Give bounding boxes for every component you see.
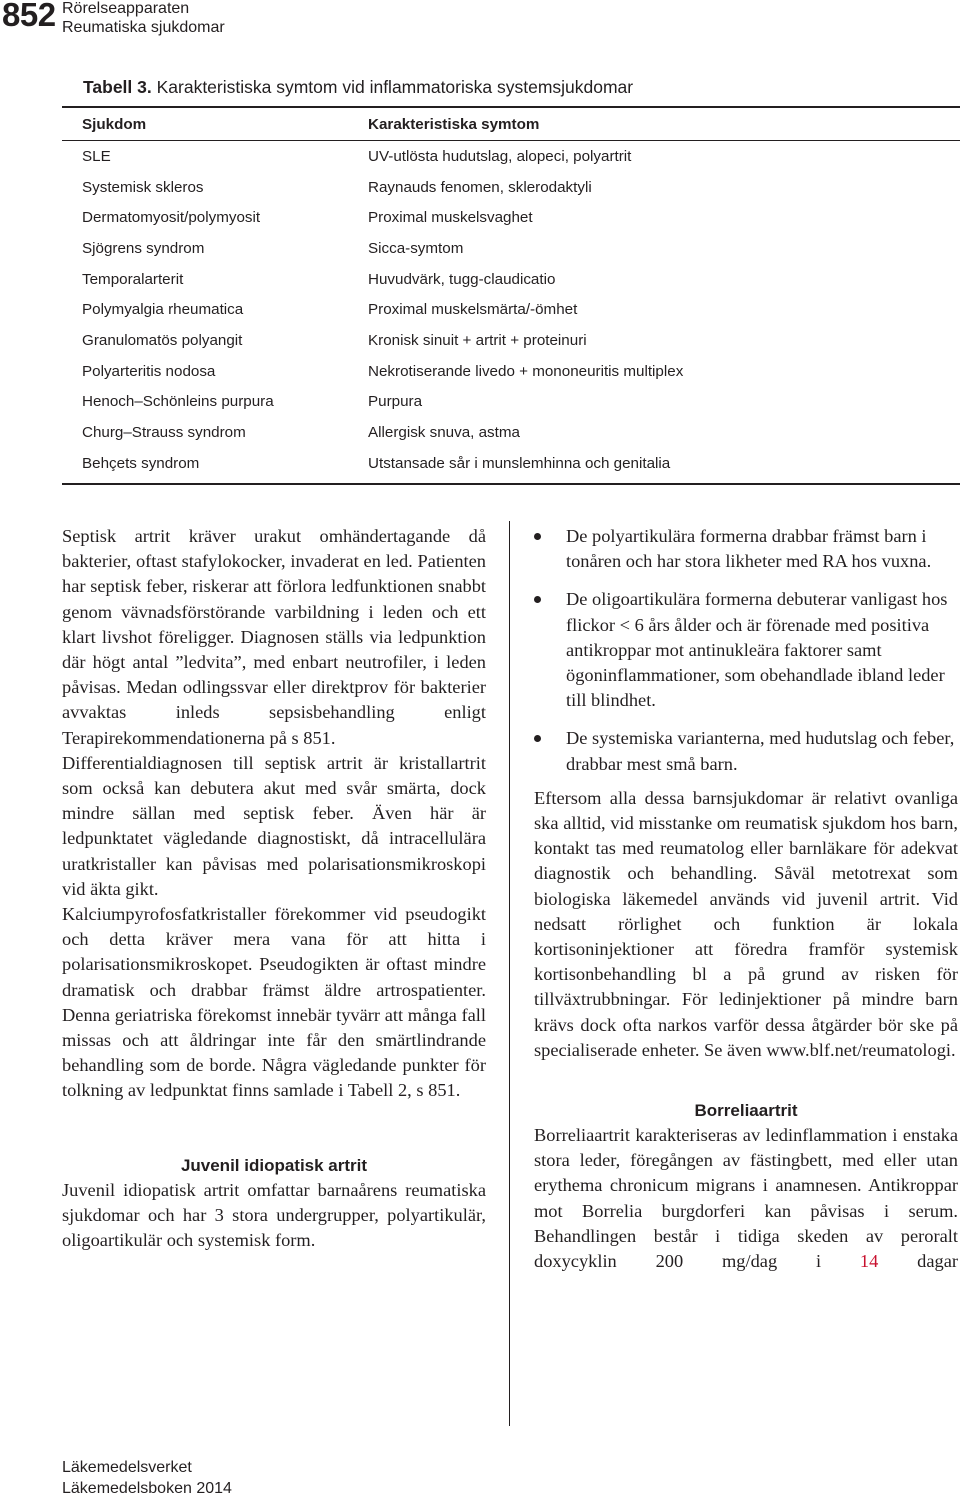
section-title: Reumatiska sjukdomar xyxy=(62,19,225,36)
borrelia-text: Borreliaartrit karakteriseras av ledinflammation i enstaka stora leder, föregången av fästingbett, med eller utan erythema chronicum migrans i anamnesen. Antikroppar mot Borrelia burgdorferi kan påvisas i serum. Behandlingen består i tidiga skeden av peroralt doxycyklin 200 mg/dag i xyxy=(534,1125,958,1272)
table-row xyxy=(62,387,960,418)
subgroup-bullet-list xyxy=(534,524,958,777)
symptom-cell: Nekrotiserande livedo + mononeuritis multiplex xyxy=(368,362,684,380)
page-number: 852 xyxy=(2,0,56,33)
table-row xyxy=(62,264,960,295)
disease-cell: Systemisk skleros xyxy=(82,178,204,196)
table-caption xyxy=(83,76,960,106)
disease-cell: Henoch–Schönleins purpura xyxy=(82,393,274,411)
symptom-cell: UV-utlösta hudutslag, alopeci, polyartrit xyxy=(368,147,632,165)
disease-cell: Polyarteritis nodosa xyxy=(82,362,216,380)
paragraph-pseudogout: Kalciumpyrofosfatkristaller förekommer vid pseudogikt och detta kräver mera vana för att hitta i polarisationsmikroskopet. Pseudogikten är oftast mindre dramatisk och drabbar främst äldre artrospatienter. Denna geriatriska förekomst innebär tyvärr att många fall missas och att åldringar inte får den smärtlindrande behandling som de borde. Några vägledande punkter för tolkning av ledpunktat finns samlade i Tabell 2, s 851. xyxy=(62,904,486,1101)
symptom-cell: Raynauds fenomen, sklerodaktyli xyxy=(368,178,592,196)
symptom-cell: Sicca-symtom xyxy=(368,239,464,257)
right-text-column xyxy=(534,524,958,1274)
bullet-dot xyxy=(534,596,541,603)
paragraph-differential-diagnosis: Differentialdiagnosen till septisk artrit är kristallartrit som också kan debutera akut med svår smärta, dock mindre sällan med septisk feber. Även här är ledpunktatet vägledande diagnostiskt, då intracellulära uratkristaller kan påvisas med polarisationsmikroskopi vid äkta gikt. xyxy=(62,752,486,899)
table-row xyxy=(62,172,960,203)
column-divider xyxy=(509,521,510,1426)
symptom-cell: Kronisk sinuit + artrit + proteinuri xyxy=(368,331,587,349)
disease-cell: Dermatomyosit/polymyosit xyxy=(82,209,261,227)
reference-number[interactable]: 14 xyxy=(859,1251,879,1272)
bullet-item xyxy=(534,726,958,776)
left-text-column xyxy=(62,524,486,1253)
table-row xyxy=(62,325,960,356)
symptom-cell: Proximal muskelsvaghet xyxy=(368,209,533,227)
disease-cell: Sjögrens syndrom xyxy=(82,239,205,257)
symptom-cell: Proximal muskelsmärta/-ömhet xyxy=(368,301,578,319)
disease-cell: Polymyalgia rheumatica xyxy=(82,301,244,319)
table-caption-label: Tabell 3. xyxy=(83,77,152,97)
column-header-symptoms: Karakteristiska symtom xyxy=(368,115,540,133)
symptom-cell: Purpura xyxy=(368,393,423,411)
page-footer xyxy=(62,1457,232,1499)
symptoms-table xyxy=(62,108,960,479)
footer-book-title: Läkemedelsboken 2014 xyxy=(62,1480,232,1497)
paragraph-borrelia-arthritis xyxy=(534,1123,958,1274)
heading-borrelia-arthritis: Borreliaartrit xyxy=(694,1101,798,1121)
bullet-text: De systemiska varianterna, med hudutslag och feber, drabbar mest små barn. xyxy=(566,728,955,774)
table-caption-text: Karakteristiska symtom vid inflammatoriska systemsjukdomar xyxy=(156,77,634,97)
column-header-disease: Sjukdom xyxy=(82,115,147,133)
bullet-item xyxy=(534,524,958,574)
symptoms-table-block xyxy=(62,76,960,485)
table-bottom-rule xyxy=(62,483,960,485)
table-row xyxy=(62,233,960,264)
bullet-text: De oligoartikulära formerna debuterar vanligast hos flickor < 6 års ålder och är förenade med positiva antikroppar mot antinukleära faktorer samt ögoninflammationer, som obehandlade ibland leder till blindhet. xyxy=(566,589,948,711)
bullet-dot xyxy=(534,735,541,742)
heading-juvenile-arthritis: Juvenil idiopatisk artrit xyxy=(180,1155,368,1175)
paragraph-septic-arthritis: Septisk artrit kräver urakut omhändertagande då bakterier, oftast stafylokocker, invaderat en led. Patienten har septisk feber, riskerar att förlora ledfunktionen snabbt genom vävnadsförstörande varbildning i leden och ett klart livshot föreligger. Diagnosen ställs via ledpunktion där högt antal ”ledvita”, med enbart neutrofiler, i leden påvisas. Medan odlingssvar eller direktprov för bakterier avvaktas inleds sepsisbehandling enligt Terapirekommendationerna på s 851. xyxy=(62,526,486,748)
disease-cell: Behçets syndrom xyxy=(82,454,200,472)
table-row xyxy=(62,294,960,325)
bullet-text: De polyartikulära formerna drabbar främst barn i tonåren och har stora likheter med RA hos vuxna. xyxy=(566,526,932,572)
paragraph-pediatric-care: Eftersom alla dessa barnsjukdomar är relativt ovanliga ska alltid, vid misstanke om reumatisk sjukdom hos barn, kontakt tas med reumatolog eller barnläkare för adekvat diagnostik och behandling. Såväl metotrexat som biologiska läkemedel används vid juvenil artrit. Vid nedsatt rörlighet och funktion är lokala kortisoninjektioner att föredra framför systemisk kortisonbehandling bl a på grund av risken för tillväxtrubbningar. För ledinjektioner på mindre barn krävs dock ofta narkos varför dessa åtgärder bör ske på specialiserade enheter. Se även www.blf.net/reumatologi. xyxy=(534,787,958,1060)
table-row xyxy=(62,448,960,479)
disease-cell: Granulomatös polyangit xyxy=(82,331,243,349)
table-row xyxy=(62,202,960,233)
table-row xyxy=(62,356,960,387)
chapter-title: Rörelseapparaten xyxy=(62,0,190,17)
table-row xyxy=(62,141,960,172)
paragraph-juvenile-arthritis: Juvenil idiopatisk artrit omfattar barnaårens reumatiska sjukdomar och har 3 stora undergrupper, polyartikulär, oligoartikulär och systemisk form. xyxy=(62,1179,486,1251)
symptom-cell: Allergisk snuva, astma xyxy=(368,424,520,442)
bullet-item xyxy=(534,587,958,713)
disease-cell: Temporalarterit xyxy=(82,270,184,288)
disease-cell: SLE xyxy=(82,147,111,165)
bullet-dot xyxy=(534,533,541,540)
symptom-cell: Utstansade sår i munslemhinna och genitalia xyxy=(368,454,671,472)
table-header-row xyxy=(62,108,960,140)
borrelia-text-end: dagar xyxy=(917,1251,958,1272)
symptom-cell: Huvudvärk, tugg-claudicatio xyxy=(368,270,556,288)
table-row xyxy=(62,417,960,448)
disease-cell: Churg–Strauss syndrom xyxy=(82,424,246,442)
footer-publisher: Läkemedelsverket xyxy=(62,1459,192,1476)
